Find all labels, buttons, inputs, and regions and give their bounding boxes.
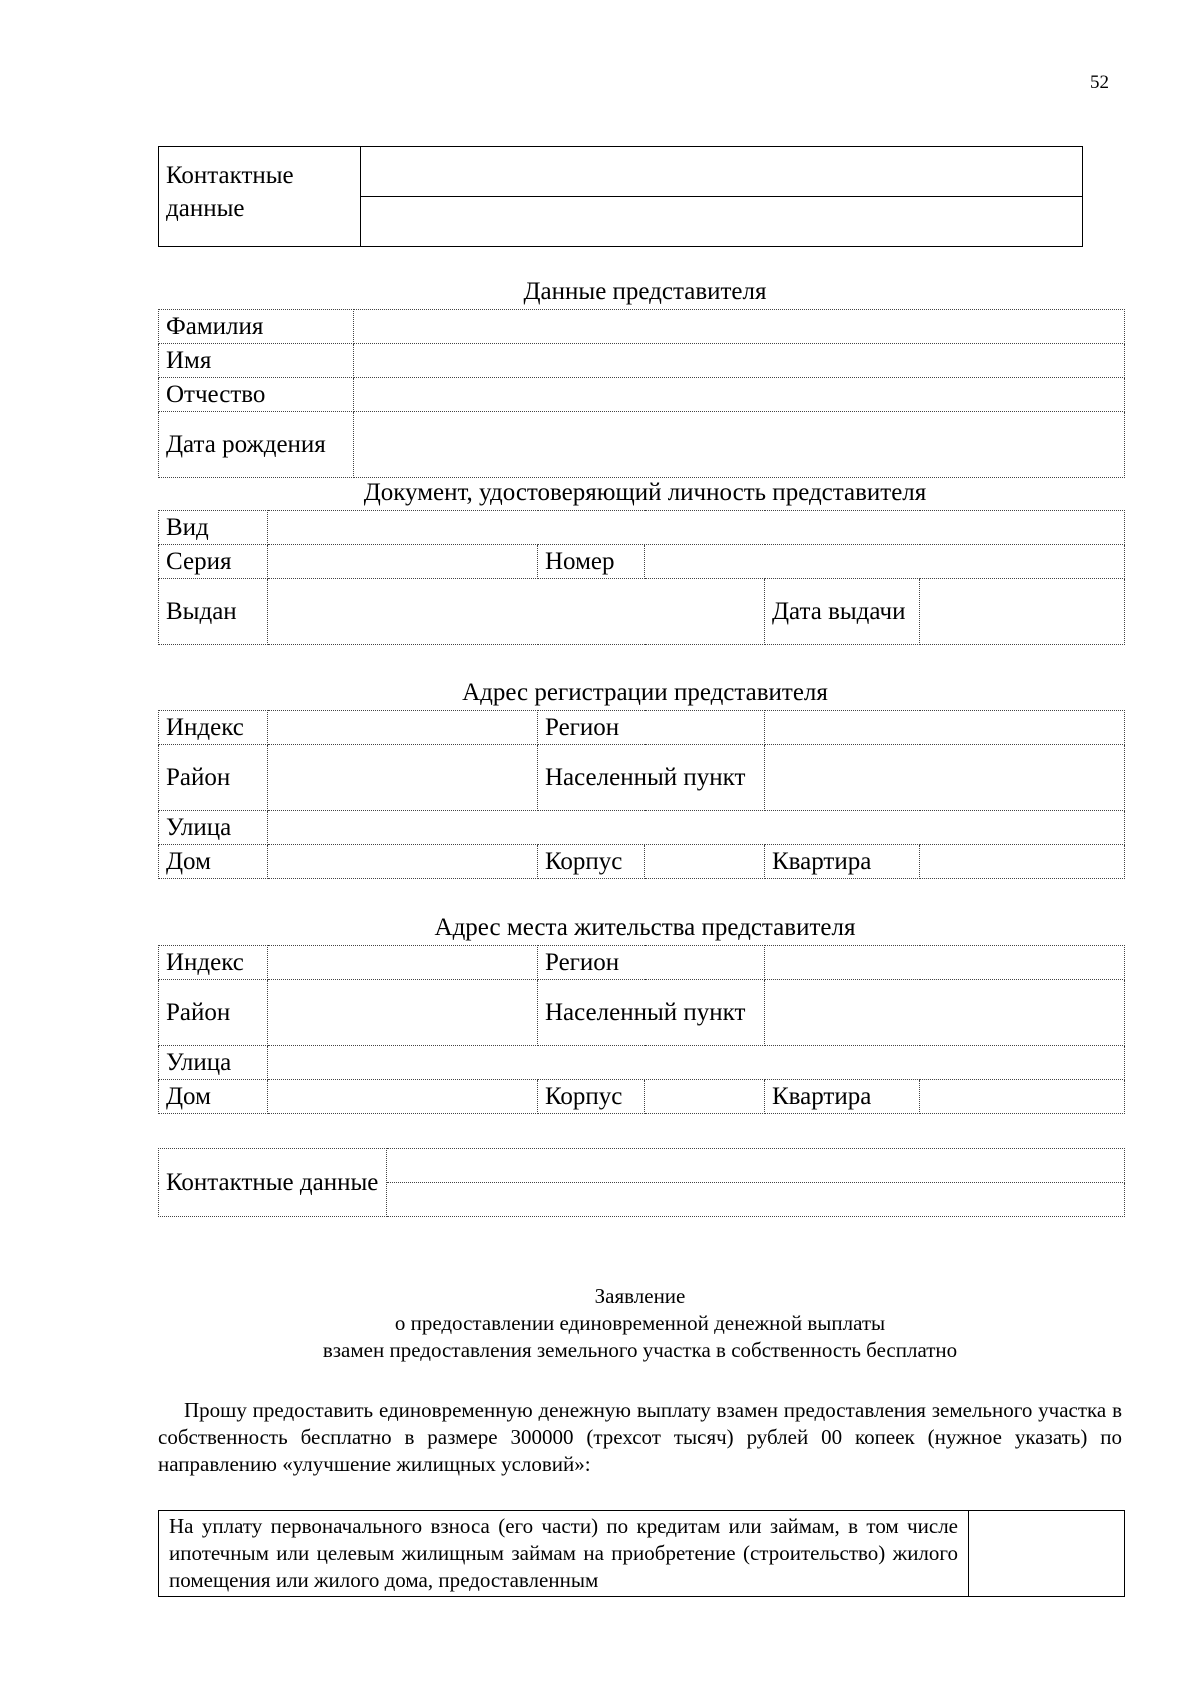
- payment-option-1-mark[interactable]: [969, 1511, 1125, 1597]
- res-district-field[interactable]: [268, 980, 538, 1046]
- res-district-label: Район: [159, 980, 268, 1046]
- doc-issue-date-label: Дата выдачи: [765, 579, 920, 645]
- reg-house-label: Дом: [159, 845, 268, 879]
- representative-contact-field-1[interactable]: [387, 1149, 1125, 1183]
- res-index-field[interactable]: [268, 946, 538, 980]
- residence-address-table: [158, 945, 1125, 1114]
- representative-table: [158, 309, 1125, 478]
- reg-index-label: Индекс: [159, 711, 268, 745]
- patronymic-label: Отчество: [159, 378, 354, 412]
- res-settlement-field[interactable]: [765, 980, 1125, 1046]
- res-house-label: Дом: [159, 1080, 268, 1114]
- doc-kind-label: Вид: [159, 511, 268, 545]
- doc-series-field[interactable]: [268, 545, 538, 579]
- identity-document-table: [158, 510, 1125, 645]
- birth-date-label: Дата рождения: [159, 412, 354, 478]
- payment-options-table: [158, 1510, 1125, 1597]
- doc-number-label: Номер: [538, 545, 645, 579]
- statement-heading-line-3: взамен предоставления земельного участка в собственность бесплатно: [322, 1338, 958, 1362]
- applicant-contacts-table: [158, 146, 1083, 247]
- surname-label: Фамилия: [159, 310, 354, 344]
- reg-settlement-field[interactable]: [765, 745, 1125, 811]
- statement-body: Прошу предоставить единовременную денежную выплату взамен предоставления земельного участка в собственность бесплатно в размере 300000 (трехсот тысяч) рублей 00 копеек (нужное указать) по направлению «улучшение жилищных условий»:: [158, 1398, 1122, 1476]
- representative-contacts-table: [158, 1148, 1125, 1217]
- reg-street-label: Улица: [159, 811, 268, 845]
- reg-region-label: Регион: [538, 711, 765, 745]
- reg-district-label: Район: [159, 745, 268, 811]
- representative-title: Данные представителя: [523, 278, 767, 305]
- res-apartment-label: Квартира: [765, 1080, 920, 1114]
- reg-settlement-label: Населенный пункт: [538, 745, 765, 811]
- res-house-field[interactable]: [268, 1080, 538, 1114]
- doc-issued-label: Выдан: [159, 579, 268, 645]
- registration-address-table: [158, 710, 1125, 879]
- reg-index-field[interactable]: [268, 711, 538, 745]
- reg-building-field[interactable]: [645, 845, 765, 879]
- statement-heading: [158, 1283, 1122, 1364]
- res-settlement-label: Населенный пункт: [538, 980, 765, 1046]
- birth-date-field[interactable]: [354, 412, 1125, 478]
- res-apartment-field[interactable]: [920, 1080, 1125, 1114]
- res-building-field[interactable]: [645, 1080, 765, 1114]
- res-index-label: Индекс: [159, 946, 268, 980]
- reg-apartment-label: Квартира: [765, 845, 920, 879]
- doc-issued-field[interactable]: [268, 579, 765, 645]
- patronymic-field[interactable]: [354, 378, 1125, 412]
- applicant-contacts-label: Контактные данные: [159, 147, 361, 247]
- surname-field[interactable]: [354, 310, 1125, 344]
- doc-kind-field[interactable]: [268, 511, 1125, 545]
- res-street-field[interactable]: [268, 1046, 1125, 1080]
- page-number: 52: [1090, 72, 1109, 93]
- reg-region-field[interactable]: [765, 711, 1125, 745]
- registration-address-title: Адрес регистрации представителя: [462, 679, 828, 706]
- reg-house-field[interactable]: [268, 845, 538, 879]
- doc-issue-date-field[interactable]: [920, 579, 1125, 645]
- identity-document-title: Документ, удостоверяющий личность представителя: [363, 479, 927, 506]
- doc-number-field[interactable]: [645, 545, 1125, 579]
- res-region-label: Регион: [538, 946, 765, 980]
- applicant-contact-field-2[interactable]: [361, 197, 1083, 247]
- statement-heading-line-2: о предоставлении единовременной денежной выплаты: [394, 1311, 886, 1335]
- residence-address-title: Адрес места жительства представителя: [434, 914, 856, 941]
- res-building-label: Корпус: [538, 1080, 645, 1114]
- payment-option-1-text: На уплату первоначального взноса (его части) по кредитам или займам, в том числе ипотечным или целевым жилищным займам на приобретение (строительство) жилого помещения или жилого дома, предоставленным: [159, 1511, 969, 1597]
- representative-contact-field-2[interactable]: [387, 1183, 1125, 1217]
- reg-district-field[interactable]: [268, 745, 538, 811]
- reg-apartment-field[interactable]: [920, 845, 1125, 879]
- res-street-label: Улица: [159, 1046, 268, 1080]
- reg-building-label: Корпус: [538, 845, 645, 879]
- statement-heading-line-1: Заявление: [594, 1284, 686, 1308]
- name-field[interactable]: [354, 344, 1125, 378]
- name-label: Имя: [159, 344, 354, 378]
- representative-contacts-label: Контактные данные: [159, 1149, 387, 1217]
- doc-series-label: Серия: [159, 545, 268, 579]
- applicant-contact-field-1[interactable]: [361, 147, 1083, 197]
- reg-street-field[interactable]: [268, 811, 1125, 845]
- res-region-field[interactable]: [765, 946, 1125, 980]
